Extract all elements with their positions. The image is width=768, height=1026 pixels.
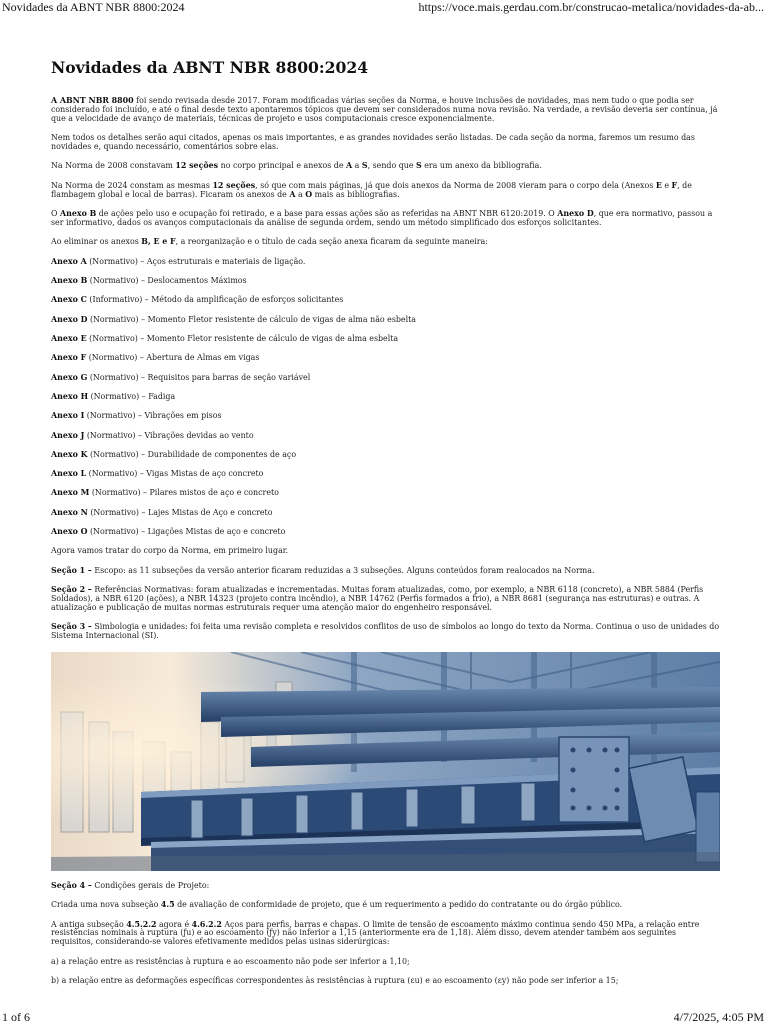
annex-item [51,296,720,305]
article [51,58,720,997]
p4522-b1: 4.5.2.2 [126,919,157,929]
p2008-b2: A [346,161,353,171]
agora-paragraph: Agora vamos tratar do corpo da Norma, em primeiro lugar. [51,546,289,556]
pEliminar-t1: Ao eliminar os anexos [51,237,142,247]
annex-item [51,509,720,518]
print-header [0,0,768,16]
secao-3-paragraph [51,623,720,641]
annex-desc: (Normativo) – Durabilidade de componentes de aço [87,449,297,459]
secao-1-label: Seção 1 – [51,565,92,575]
pAnexoB-t3: , que era normativo, passou a ser informativo, dados os avanços computacionais da análise de segunda ordem, sendo um método simplificado dos esforços solicitantes. [51,209,713,227]
pAnexoB-t2: de ações pelo uso e ocupação foi retirado, e a base para essas ações são as referidas na ABNT NBR 6120:2019. O [96,209,558,219]
details-paragraph: Nem todos os detalhes serão aqui citados, apenas os mais importantes, e as grandes novidades serão listadas. De cada seção da norma, faremos um resumo das novidades e, quando necessário, comentários sobre elas. [51,133,695,151]
annex-item [51,354,720,363]
annex-desc: (Normativo) – Fadiga [88,391,176,401]
annex-name: Anexo K [51,449,88,459]
p2024-b5: O [305,189,313,199]
annex-item [51,470,720,479]
annex-desc: (Normativo) – Deslocamentos Máximos [87,276,247,286]
p2008-t3: a [352,161,362,171]
pAnexoB-b2: Anexo D [557,209,594,219]
p2024-t1: Na Norma de 2024 constam as mesmas [51,180,213,190]
annex-name: Anexo C [51,295,87,305]
p45-b1: 4.5 [160,900,175,910]
annex-name: Anexo I [51,411,85,421]
secao-4-paragraph [51,882,720,891]
p2024-b3: F [671,180,678,190]
p2008-t4: , sendo que [367,161,417,171]
secao-1-text: Escopo: as 11 subseções da versão anterior ficaram reduzidas a 3 subseções. Alguns conteúdos foram realocados na Norma. [91,565,595,575]
annex-desc: (Normativo) – Requisitos para barras de seção variável [87,372,311,382]
annex-desc: (Normativo) – Pilares mistos de aço e concreto [89,488,279,498]
annex-list [51,258,720,537]
print-datetime: 4/7/2025, 4:05 PM [673,1010,764,1024]
p2008-t2: no corpo principal e anexos de [218,161,347,171]
p2008-b1: 12 seções [175,161,219,171]
annex-item [51,489,720,498]
annex-name: Anexo H [51,391,89,401]
annex-name: Anexo A [51,256,87,266]
p2024-b4: A [289,189,296,199]
steel-beams-photo [51,652,720,871]
annex-item [51,528,720,537]
pEliminar-t2: , a reorganização e o título de cada seção anexa ficaram da seguinte maneira: [175,237,488,247]
p2024-t6: mais as bibliografias. [312,189,400,199]
steel-beams-warehouse-photo [51,652,720,871]
print-header-title: Novidades da ABNT NBR 8800:2024 [2,0,185,14]
annex-item [51,412,720,421]
annex-desc: (Normativo) – Momento Fletor resistente de cálculo de vigas de alma não esbelta [87,314,416,324]
annex-name: Anexo F [51,353,87,363]
annex-name: Anexo J [51,430,85,440]
secao-1-paragraph [51,567,720,576]
annex-desc: (Normativo) – Vibrações devidas ao vento [84,430,254,440]
annex-name: Anexo B [51,276,88,286]
secao-2-paragraph [51,586,720,612]
secao-3-text: Simbologia e unidades: foi feita uma revisão completa e resolvidos conflitos de uso de símbolos ao longo do texto da Norma. Continua o uso de unidades do Sistema Internacional (SI). [51,622,720,641]
p4522-t2: agora é [156,919,192,929]
p2024-b2: E [655,180,662,190]
p2024-t5: a [295,189,306,199]
annex-item [51,451,720,460]
annex-item [51,432,720,441]
annex-item [51,335,720,344]
secao-3-label: Seção 3 – [51,622,92,632]
p4522-b2: 4.6.2.2 [191,919,222,929]
intro-text: foi sendo revisada desde 2017. Foram modificadas várias seções da Norma, e houve inclusões de novidades, mas nem tudo o que podia ser considerado foi incluído, e até o final desde texto apontaremos tópicos que devem ser considerados numa nova revisão. Na verdade, a revisão deveria ser contínua, já que a velocidade de avanço de materiais, técnicas de projeto e usos computacionais cresce exponencialmente. [51,96,718,123]
p2008-b4: S [416,161,422,171]
annex-desc: (Normativo) – Vigas Mistas de aço concreto [86,469,264,479]
pEliminar-b1: B, E e F [141,237,176,247]
subsecao-4522-paragraph [51,921,720,947]
norma-2024-paragraph [51,182,720,200]
secao-4-label: Seção 4 – [51,880,92,890]
annex-item [51,258,720,267]
p2024-t2: , só que com mais páginas, já que dois anexos da Norma de 2008 vieram para o corpo dela (Anexos [255,180,656,190]
annex-item [51,374,720,383]
norma-2008-paragraph [51,162,720,171]
subsecao-45-paragraph [51,901,720,910]
p45-t2: de avaliação de conformidade de projeto, que é um requerimento a pedido do contratante ou do órgão público. [174,900,623,910]
eliminar-paragraph [51,238,720,247]
annex-name: Anexo E [51,334,87,344]
annex-desc: (Normativo) – Momento Fletor resistente de cálculo de vigas de alma esbelta [86,334,399,344]
annex-name: Anexo O [51,527,88,537]
annex-desc: (Normativo) – Ligações Mistas de aço e concreto [87,527,286,537]
secao-2-text: Referências Normativas: foram atualizadas e incrementadas. Muitas foram atualizadas, como, por exemplo, a NBR 6118 (concreto), a NBR 5884 (Perfis Soldados), a NBR 6120 (ações), a NBR 14323 (projeto contra incêndio), a NBR 14762 (Perfis formados a frio), a NBR 8681 (segurança nas estruturas) e outras. A atualização e publicação de muitas normas estruturais requer uma atenção maior do engenheiro responsável. [51,585,704,612]
annex-name: Anexo L [51,469,87,479]
annex-item [51,316,720,325]
pAnexoB-b1: Anexo B [59,209,97,219]
page-number: 1 of 6 [2,1010,30,1024]
p45-t1: Criada uma nova subseção [51,900,161,910]
secao-4-text: Condições gerais de Projeto: [91,880,210,890]
annex-desc: (Informativo) – Método da amplificação de esforços solicitantes [86,295,344,305]
secao-2-label: Seção 2 – [51,585,92,595]
p2008-t5: era um anexo da bibliografia. [421,161,542,171]
annex-name: Anexo D [51,314,88,324]
annex-name: Anexo G [51,372,88,382]
print-header-url: https://voce.mais.gerdau.com.br/construcao-metalica/novidades-da-ab... [418,0,764,14]
p2008-t1: Na Norma de 2008 constavam [51,161,176,171]
annex-name: Anexo M [51,488,90,498]
annex-desc: (Normativo) – Abertura de Almas em vigas [86,353,260,363]
page-title: Novidades da ABNT NBR 8800:2024 [51,58,369,77]
p4522-t1: A antiga subseção [51,919,127,929]
p2024-b1: 12 seções [212,180,256,190]
p4522-t3: Aços para perfis, barras e chapas. O limite de tensão de escoamento máximo continua sendo 450 MPa, a relação entre resistências nominais à ruptura (ƒu) e ao escoamento (ƒy) não inferior a 1,15 (anteriormente era de 1,18). Além disso, devem atender também aos seguintes requisitos, considerando-se valores efetivamente medidos pelas usinas siderúrgicas: [51,919,700,947]
requisito-b-paragraph: b) a relação entre as deformações específicas correspondentes às resistências à ruptura (εu) e ao escoamento (εy) não pode ser inferior a 15; [51,976,619,986]
annex-name: Anexo N [51,507,88,517]
annex-desc: (Normativo) – Aços estruturais e materiais de ligação. [86,256,306,266]
annex-item [51,277,720,286]
anexo-b-paragraph [51,210,720,228]
pAnexoB-t1: O [51,209,60,219]
intro-bold: A ABNT NBR 8800 [51,96,134,105]
p2024-t4: , de flambagem global e local de barras). Ficaram os anexos de [51,180,692,199]
annex-item [51,393,720,402]
annex-desc: (Normativo) – Lajes Mistas de Aço e concreto [87,507,273,517]
intro-paragraph [51,97,720,123]
p2008-b3: S [361,161,368,171]
requisito-a-paragraph: a) a relação entre as resistências à ruptura e ao escoamento não pode ser inferior a 1,10; [51,956,410,966]
annex-desc: (Normativo) – Vibrações em pisos [84,411,222,421]
p2024-t3: e [661,180,672,190]
